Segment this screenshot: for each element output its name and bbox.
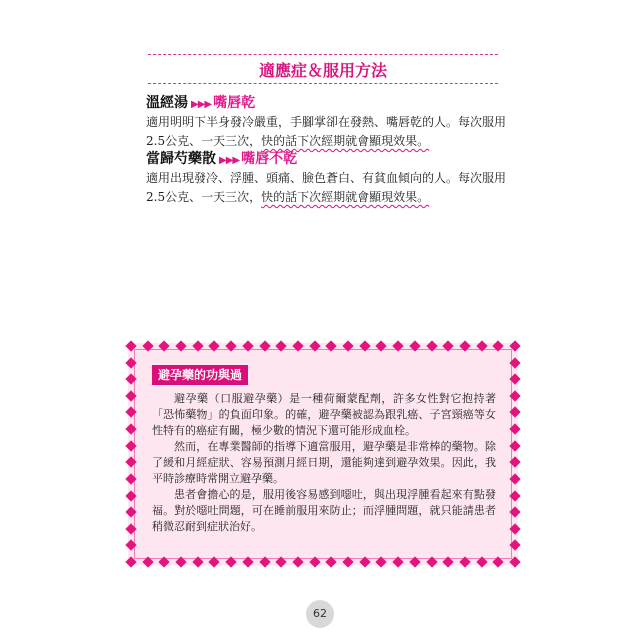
remedy-heading (146, 150, 506, 168)
remedy-description-text: 適用出現發冷、浮腫、頭痛、臉色蒼白、有貧血傾向的人。每次服用2.5公克、一天三次， (146, 171, 507, 204)
panel-paragraph: 然而，在專業醫師的指導下適當服用，避孕藥是非常棒的藥物。除了緩和月經症狀、容易預測月經日期，還能夠達到避孕效果。因此，我平時診療時常開立避孕藥。 (152, 440, 496, 485)
remedy-description-text: 適用明明下半身發冷嚴重，手腳掌卻在發熱、嘴唇乾的人。每次服用2.5公克、一天三次， (146, 115, 507, 148)
triple-arrow-icon: ▶▶▶ (219, 155, 240, 166)
remedy-wenjing (146, 94, 506, 151)
remedy-heading (146, 94, 506, 112)
remedy-name: 當歸芍藥散 (146, 151, 216, 167)
page-number: 62 (306, 600, 334, 628)
header-rule-bottom (148, 83, 498, 84)
panel-paragraph: 避孕藥（口服避孕藥）是一種荷爾蒙配劑，許多女性對它抱持著「恐怖藥物」的負面印象。的確，避孕藥被認為跟乳癌、子宮頸癌等女性特有的癌症有關，極少數的情況下還可能形成血栓。 (152, 392, 496, 437)
remedy-danggui (146, 150, 506, 207)
remedy-description (146, 113, 506, 151)
info-panel (128, 343, 518, 565)
triple-arrow-icon: ▶▶▶ (191, 99, 212, 110)
panel-body (152, 391, 496, 535)
remedy-description (146, 169, 506, 207)
panel-paragraph: 患者會擔心的是，服用後容易感到噁吐，與出現浮腫看起來有點發福。對於噁吐問題，可在睡前服用來防止；而浮腫問題，就只能請患者稍微忍耐到症狀治好。 (152, 488, 496, 533)
header-rule-top (148, 54, 498, 55)
panel-tag: 避孕藥的功與過 (152, 365, 248, 385)
section-header (148, 54, 498, 84)
remedy-symptom: 嘴唇乾 (213, 95, 256, 111)
remedy-effect-highlight: 快的話下次經期就會顯現效果。 (261, 134, 430, 148)
remedy-name: 溫經湯 (146, 95, 188, 111)
remedy-effect-highlight: 快的話下次經期就會顯現效果。 (261, 190, 430, 204)
remedy-symptom: 嘴唇不乾 (241, 151, 298, 167)
section-title: 適應症＆服用方法 (258, 61, 387, 80)
